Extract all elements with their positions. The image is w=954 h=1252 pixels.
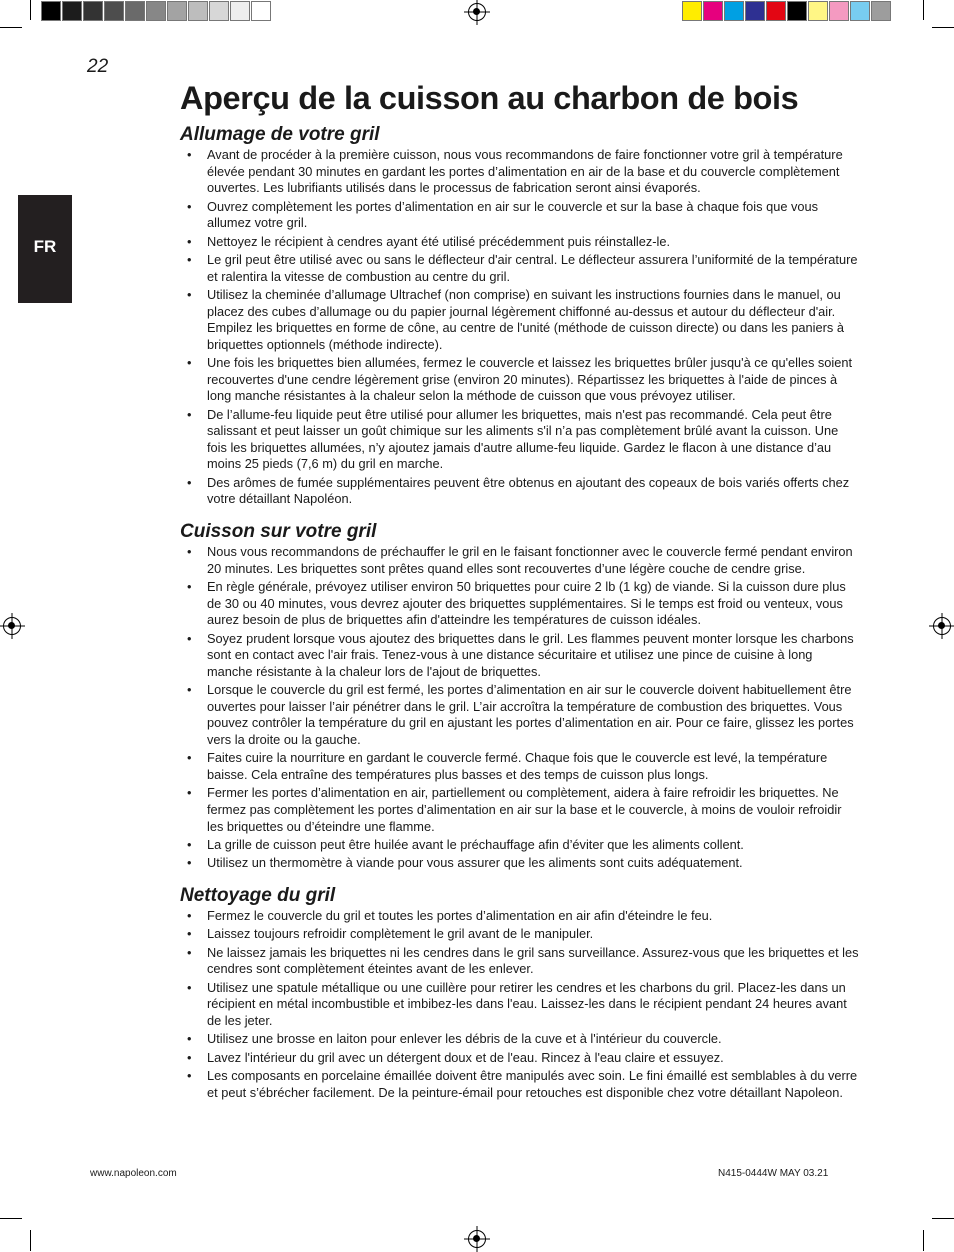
- list-item: • Faites cuire la nourriture en gardant le couvercle fermé. Chaque fois que le couvercle est levé, la température baisse. Cela entraîne des températures plus basses et des temps de cuisson plus longs.: [180, 750, 860, 783]
- list-item: • Des arômes de fumée supplémentaires peuvent être obtenus en ajoutant des copeaux de bois variés offerts chez votre détaillant Napoléon.: [180, 475, 860, 508]
- footer-website: www.napoleon.com: [90, 1168, 177, 1179]
- section-heading-cleaning: Nettoyage du gril: [180, 884, 336, 906]
- list-item: • De l’allume-feu liquide peut être utilisé pour allumer les briquettes, mais n'est pas recommandé. Cela peut être salissant et peut laisser un goût chimique sur les aliments s'il n’a pas complètement brûlé avant la cuisson. Une fois les briquettes allumées, n’y ajoutez jamais d'autre allume-feu liquide. Gardez le flacon à une distance d’au moins 25 pieds (7,6 m) du gril en marche.: [180, 407, 860, 473]
- crop-mark: [0, 27, 22, 28]
- registration-mark-icon: [468, 1230, 486, 1248]
- list-item: • Ne laissez jamais les briquettes ni les cendres dans le gril sans surveillance. Assurez-vous que les briquettes et les cendres sont complètement éteintes avant de les enlever.: [180, 945, 860, 978]
- section-heading-cooking: Cuisson sur votre gril: [180, 521, 377, 543]
- list-item: • En règle générale, prévoyez utiliser environ 50 briquettes pour cuire 2 lb (1 kg) de viande. Si la cuisson dure plus de 30 ou 40 minutes, vous devrez ajouter des briquettes supplémentaires. Si le temps est froid ou venteux, vous aurez besoin de plus de briquettes afin d'atteindre les températures de cuisson idéales.: [180, 579, 860, 629]
- color-swatch: [808, 1, 828, 21]
- list-item: • La grille de cuisson peut être huilée avant le préchauffage afin d’éviter que les aliments collent.: [180, 837, 860, 854]
- list-item: • Lorsque le couvercle du gril est fermé, les portes d’alimentation en air sur le couvercle doivent habituellement être ouvertes pour laisser l’air pénétrer dans le gril. L’air accroîtra la température de combustion des briquettes. Vous pouvez contrôler la température du gril en ajustant les portes d’alimentation en air. Pour ce faire, glissez les portes vers la droite ou la gauche.: [180, 682, 860, 748]
- cooking-instructions-list: [180, 544, 860, 872]
- language-tab-label: FR: [33, 237, 57, 256]
- color-swatch: [745, 1, 765, 21]
- crop-mark: [932, 27, 954, 28]
- color-swatch: [682, 1, 702, 21]
- color-swatch: [62, 1, 82, 21]
- color-swatch: [230, 1, 250, 21]
- list-item: • Fermez le couvercle du gril et toutes les portes d’alimentation en air afin d'éteindre le feu.: [180, 908, 860, 925]
- page-content: [180, 123, 860, 1113]
- lighting-instructions-list: [180, 147, 860, 508]
- grayscale-calibration-bar: [41, 1, 272, 21]
- crop-mark: [923, 0, 924, 20]
- color-swatch: [787, 1, 807, 21]
- color-swatch: [850, 1, 870, 21]
- cleaning-instructions-list: [180, 908, 860, 1101]
- crop-mark: [932, 1218, 954, 1219]
- color-swatch: [766, 1, 786, 21]
- list-item: • Nettoyez le récipient à cendres ayant été utilisé précédemment puis réinstallez-le.: [180, 234, 860, 251]
- color-swatch: [188, 1, 208, 21]
- color-swatch: [871, 1, 891, 21]
- language-tab: [18, 195, 72, 303]
- color-swatch: [146, 1, 166, 21]
- footer-document-code: N415-0444W MAY 03.21: [718, 1168, 829, 1179]
- list-item: • Une fois les briquettes bien allumées, fermez le couvercle et laissez les briquettes brûler jusqu'à ce qu'elles soient recouvertes d'une cendre légèrement grise (environ 20 minutes). Répartissez les briquettes à l'aide de pinces à long manche résistantes à la chaleur selon la méthode de cuisson que vous prévoyez utiliser.: [180, 355, 860, 405]
- list-item: • Les composants en porcelaine émaillée doivent être manipulés avec soin. Le fini émaillé est semblables à du verre et peut s’ébrécher facilement. De la peinture-émail pour retouches est disponible chez votre détaillant Napoleon.: [180, 1068, 860, 1101]
- list-item: • Ouvrez complètement les portes d’alimentation en air sur le couvercle et sur la base à chaque fois que vous allumez votre gril.: [180, 199, 860, 232]
- crop-mark: [0, 1218, 22, 1219]
- registration-mark-icon: [468, 3, 486, 21]
- page-title: Aperçu de la cuisson au charbon de bois: [180, 80, 799, 116]
- color-calibration-bar: [682, 1, 892, 21]
- list-item: • Utilisez une brosse en laiton pour enlever les débris de la cuve et à l'intérieur du couvercle.: [180, 1031, 860, 1048]
- list-item: • Utilisez la cheminée d’allumage Ultrachef (non comprise) en suivant les instructions fournies dans le manuel, ou placez des cubes d’allumage ou du papier journal légèrement chiffonné au-dessus et autour du déflecteur d'air. Empilez les briquettes en forme de cône, au centre de l'unité (méthode de cuisson directe) ou dans les paniers à briquettes optionnels (méthode indirecte).: [180, 287, 860, 353]
- registration-mark-icon: [3, 617, 21, 635]
- crop-mark: [30, 1230, 31, 1251]
- list-item: • Laissez toujours refroidir complètement le gril avant de le manipuler.: [180, 926, 860, 943]
- color-swatch: [829, 1, 849, 21]
- list-item: • Soyez prudent lorsque vous ajoutez des briquettes dans le gril. Les flammes peuvent monter lorsque les charbons sont en contact avec l'air frais. Tenez-vous à une distance sécuritaire et utilisez une pince de cuisine à long manche résistante à la chaleur lors de l'ajout de briquettes.: [180, 631, 860, 681]
- list-item: • Utilisez un thermomètre à viande pour vous assurer que les aliments sont cuits adéquatement.: [180, 855, 860, 872]
- color-swatch: [209, 1, 229, 21]
- color-swatch: [724, 1, 744, 21]
- list-item: • Le gril peut être utilisé avec ou sans le déflecteur d'air central. Le déflecteur assurera l’uniformité de la température et ralentira la vitesse de combustion au centre du gril.: [180, 252, 860, 285]
- page-number: 22: [87, 56, 109, 77]
- color-swatch: [251, 1, 271, 21]
- list-item: • Lavez l'intérieur du gril avec un détergent doux et de l'eau. Rincez à l'eau claire et essuyez.: [180, 1050, 860, 1067]
- list-item: • Fermer les portes d’alimentation en air, partiellement ou complètement, aidera à faire refroidir les briquettes. Ne fermez pas complètement les portes d’alimentation en air sur la base et le couvercle, à moins de vouloir refroidir les briquettes ou d’éteindre une flamme.: [180, 785, 860, 835]
- list-item: • Avant de procéder à la première cuisson, nous vous recommandons de faire fonctionner votre gril à température élevée pendant 30 minutes en gardant les portes d’alimentation en air de la base et du couvercle complètement ouvertes. Les lubrifiants utilisés dans le processus de fabrication seront ainsi évaporés.: [180, 147, 860, 197]
- list-item: • Utilisez une spatule métallique ou une cuillère pour retirer les cendres et les charbons du gril. Placez-les dans un récipient en métal incombustible et imbibez-les dans l'eau. Laissez-les dans le récipient pendant 24 heures avant de les jeter.: [180, 980, 860, 1030]
- color-swatch: [83, 1, 103, 21]
- color-swatch: [41, 1, 61, 21]
- list-item: • Nous vous recommandons de préchauffer le gril en le faisant fonctionner avec le couvercle fermé pendant environ 20 minutes. Les briquettes sont prêtes quand elles sont recouvertes d’une légère couche de cendre grise.: [180, 544, 860, 577]
- color-swatch: [167, 1, 187, 21]
- color-swatch: [125, 1, 145, 21]
- section-heading-lighting: Allumage de votre gril: [180, 124, 380, 145]
- color-swatch: [703, 1, 723, 21]
- registration-mark-icon: [933, 617, 951, 635]
- crop-mark: [923, 1230, 924, 1251]
- color-swatch: [104, 1, 124, 21]
- crop-mark: [30, 0, 31, 20]
